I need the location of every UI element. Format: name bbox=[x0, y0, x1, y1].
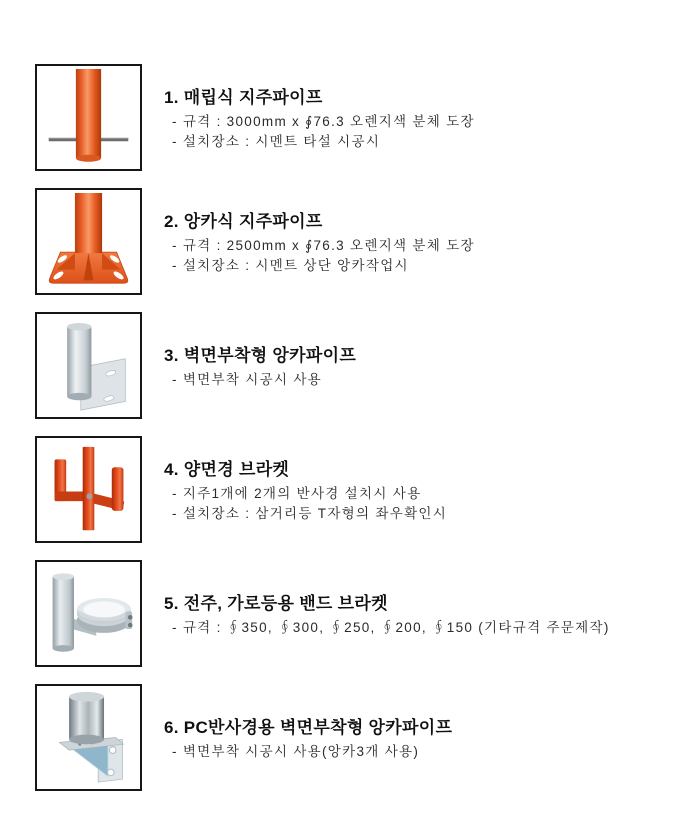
double-mirror-bracket-image bbox=[40, 441, 137, 538]
pc-reflector-wall-anchor-pipe-image bbox=[40, 689, 137, 786]
product-row-6 bbox=[35, 684, 680, 791]
product-image-box bbox=[35, 436, 142, 543]
product-row-1 bbox=[35, 64, 680, 171]
product-spec: - 벽면부착 시공시 사용(앙카3개 사용) bbox=[172, 744, 420, 759]
product-image-box bbox=[35, 684, 142, 791]
product-spec: - 규격 : 3000mm x ∮76.3 오렌지색 분체 도장 bbox=[172, 114, 475, 129]
buried-post-pipe-image bbox=[40, 69, 137, 166]
product-spec: - 지주1개에 2개의 반사경 설치시 사용 bbox=[172, 486, 422, 501]
product-image-box bbox=[35, 188, 142, 295]
product-title: 2. 앙카식 지주파이프 bbox=[164, 212, 323, 231]
product-row-5 bbox=[35, 560, 680, 667]
product-row-3 bbox=[35, 312, 680, 419]
product-title: 6. PC반사경용 벽면부착형 앙카파이프 bbox=[164, 718, 453, 737]
product-title: 3. 벽면부착형 앙카파이프 bbox=[164, 346, 357, 365]
product-spec: - 규격 : ∮350, ∮300, ∮250, ∮200, ∮150 (기타규격 주문제작) bbox=[172, 620, 610, 635]
product-spec: - 설치장소 : 시멘트 상단 앙카작업시 bbox=[172, 258, 409, 273]
product-spec: - 규격 : 2500mm x ∮76.3 오렌지색 분체 도장 bbox=[172, 238, 475, 253]
product-row-2 bbox=[35, 188, 680, 295]
product-row-4 bbox=[35, 436, 680, 543]
wall-mount-anchor-pipe-image bbox=[40, 317, 137, 414]
product-image-box bbox=[35, 312, 142, 419]
product-image-box bbox=[35, 560, 142, 667]
product-title: 4. 양면경 브라켓 bbox=[164, 460, 290, 479]
product-title: 5. 전주, 가로등용 밴드 브라켓 bbox=[164, 594, 388, 613]
product-title: 1. 매립식 지주파이프 bbox=[164, 88, 323, 107]
product-spec: - 벽면부착 시공시 사용 bbox=[172, 372, 323, 387]
product-image-box bbox=[35, 64, 142, 171]
band-bracket-image bbox=[40, 565, 137, 662]
anchor-post-pipe-image bbox=[40, 193, 137, 290]
product-spec: - 설치장소 : 시멘트 타설 시공시 bbox=[172, 134, 381, 149]
product-spec: - 설치장소 : 삼거리등 T자형의 좌우확인시 bbox=[172, 506, 448, 521]
